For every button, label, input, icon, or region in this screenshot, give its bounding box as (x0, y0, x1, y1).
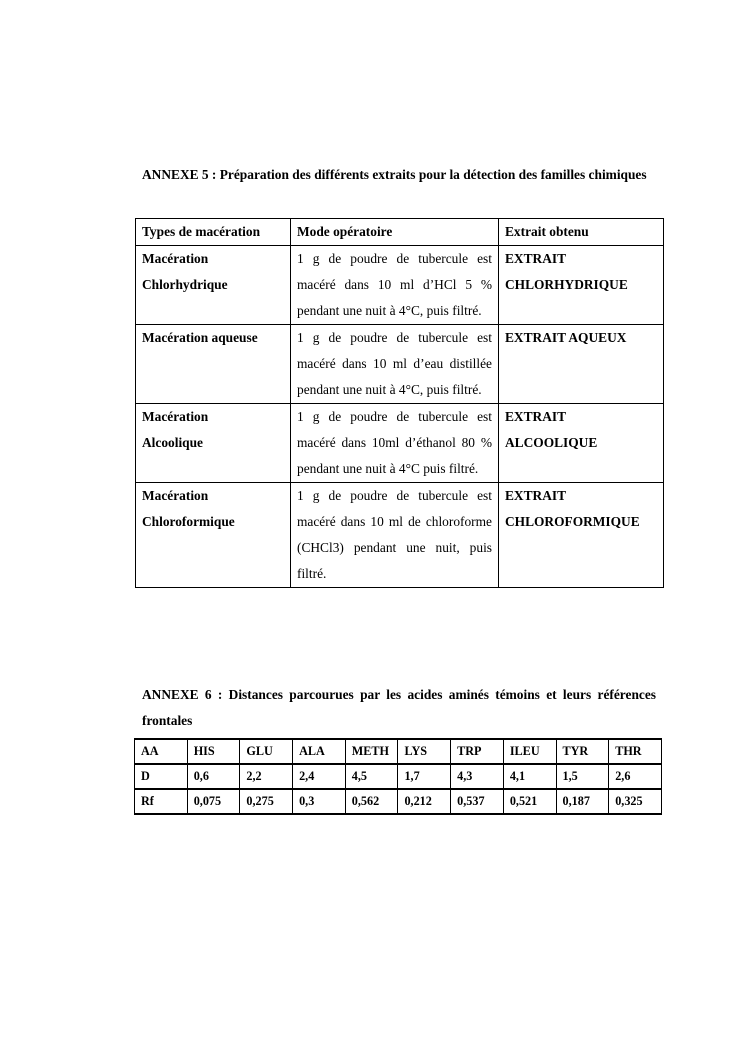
table-row (136, 325, 664, 404)
column-header: Extrait obtenu (499, 219, 664, 246)
table-row (135, 764, 662, 789)
table-cell: ALA (293, 739, 346, 764)
table-cell: 0,212 (398, 789, 451, 814)
table-cell: 0,6 (187, 764, 240, 789)
table-row (135, 739, 662, 764)
maceration-type: Macération Chlorhydrique (136, 246, 291, 325)
table-cell: AA (135, 739, 188, 764)
table-cell: D (135, 764, 188, 789)
table-cell: 0,275 (240, 789, 293, 814)
table-cell: 2,6 (609, 764, 662, 789)
table-row (135, 789, 662, 814)
table-cell: 0,187 (556, 789, 609, 814)
table-cell: 4,3 (451, 764, 504, 789)
table-cell: HIS (187, 739, 240, 764)
table-cell: 1,7 (398, 764, 451, 789)
table-cell: 0,521 (503, 789, 556, 814)
table-cell: 0,325 (609, 789, 662, 814)
table-cell: GLU (240, 739, 293, 764)
table-row (136, 246, 664, 325)
mode-operatoire: 1 g de poudre de tubercule est macéré dans 10ml d’éthanol 80 % pendant une nuit à 4°C puis filtré. (291, 404, 499, 483)
table-cell: 2,4 (293, 764, 346, 789)
table-cell: TRP (451, 739, 504, 764)
table-cell: 4,5 (345, 764, 398, 789)
mode-operatoire: 1 g de poudre de tubercule est macéré dans 10 ml d’HCl 5 % pendant une nuit à 4°C, puis filtré. (291, 246, 499, 325)
table-cell: Rf (135, 789, 188, 814)
table-cell: 0,537 (451, 789, 504, 814)
annexe5-table (135, 218, 664, 588)
column-header: Types de macération (136, 219, 291, 246)
annexe6-table (134, 738, 662, 815)
extrait-obtenu: EXTRAIT ALCOOLIQUE (499, 404, 664, 483)
extrait-obtenu: EXTRAIT CHLOROFORMIQUE (499, 483, 664, 588)
table-cell: THR (609, 739, 662, 764)
table-cell: 0,562 (345, 789, 398, 814)
column-header: Mode opératoire (291, 219, 499, 246)
annexe6-title: ANNEXE 6 : Distances parcourues par les acides aminés témoins et leurs références frontales (142, 687, 656, 728)
maceration-type: Macération Chloroformique (136, 483, 291, 588)
table-row (136, 404, 664, 483)
table-cell: 0,075 (187, 789, 240, 814)
table-cell: ILEU (503, 739, 556, 764)
table-cell: TYR (556, 739, 609, 764)
table-row (136, 483, 664, 588)
table-cell: 1,5 (556, 764, 609, 789)
maceration-type: Macération Alcoolique (136, 404, 291, 483)
mode-operatoire: 1 g de poudre de tubercule est macéré dans 10 ml d’eau distillée pendant une nuit à 4°C, puis filtré. (291, 325, 499, 404)
table-cell: 0,3 (293, 789, 346, 814)
table-header-row (136, 219, 664, 246)
mode-operatoire: 1 g de poudre de tubercule est macéré dans 10 ml de chloroforme (CHCl3) pendant une nuit, puis filtré. (291, 483, 499, 588)
extrait-obtenu: EXTRAIT AQUEUX (499, 325, 664, 404)
table-cell: 4,1 (503, 764, 556, 789)
table-cell: METH (345, 739, 398, 764)
extrait-obtenu: EXTRAIT CHLORHYDRIQUE (499, 246, 664, 325)
maceration-type: Macération aqueuse (136, 325, 291, 404)
table-cell: LYS (398, 739, 451, 764)
table-cell: 2,2 (240, 764, 293, 789)
annexe5-title: ANNEXE 5 : Préparation des différents extraits pour la détection des familles chimiques (142, 167, 647, 182)
